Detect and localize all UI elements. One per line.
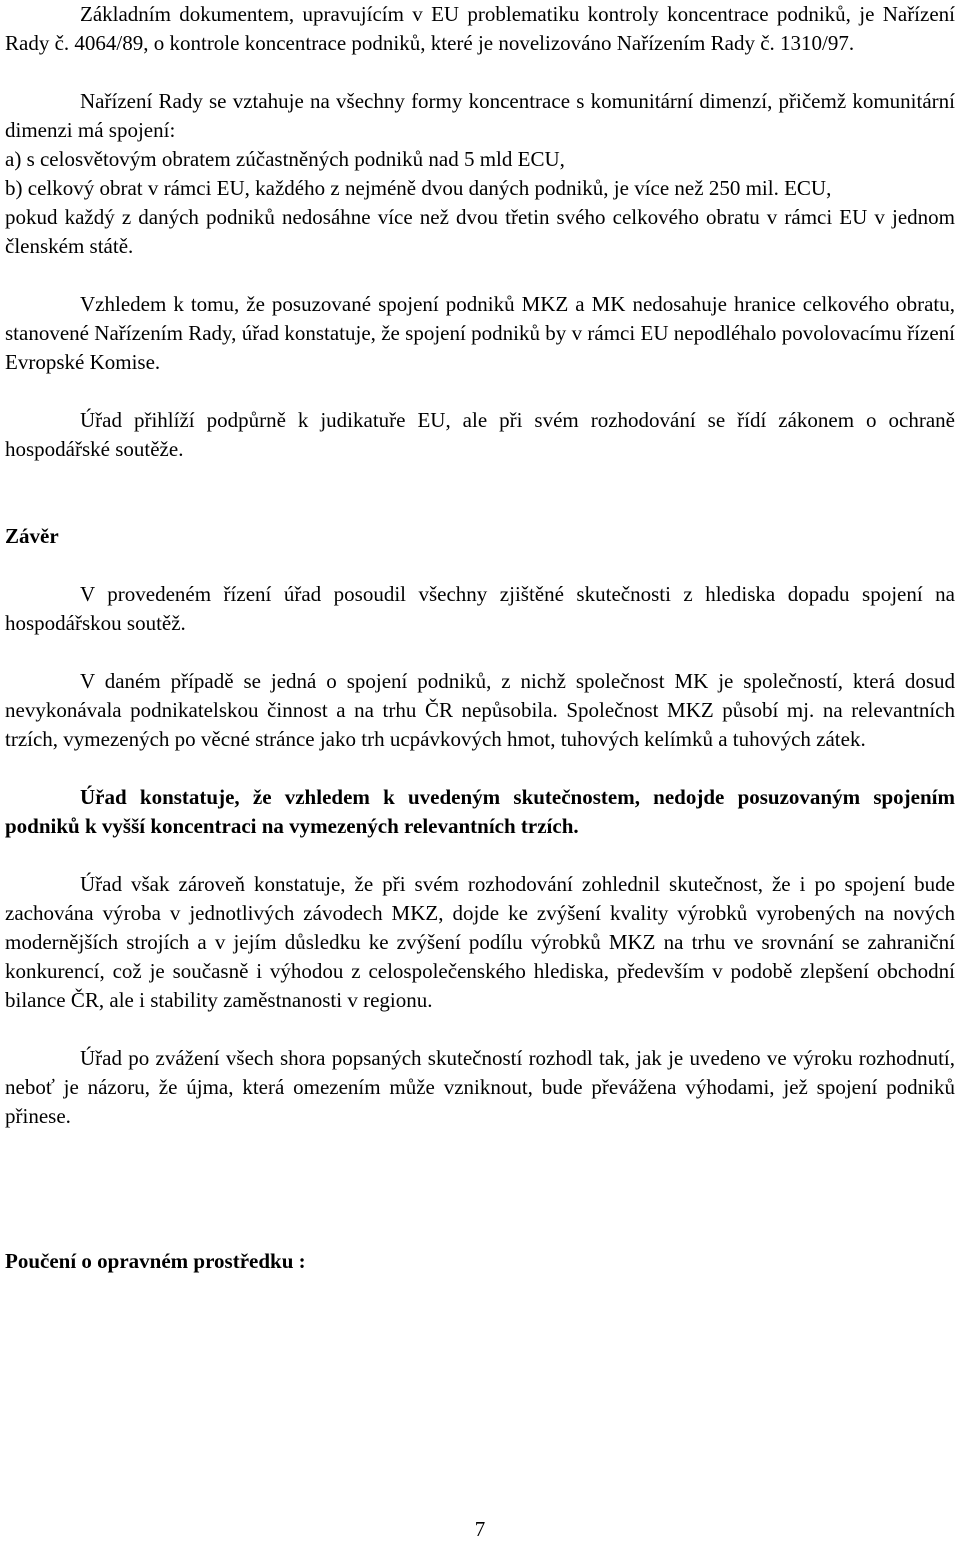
paragraph-community-dimension-intro: Nařízení Rady se vztahuje na všechny formy koncentrace s komunitární dimenzí, přičemž komunitární dimenzi má spojení: xyxy=(5,89,955,142)
page-number: 7 xyxy=(474,1517,486,1541)
heading-zaver: Závěr xyxy=(5,524,59,548)
document-page xyxy=(5,0,955,1276)
heading-pouceni: Poučení o opravném prostředku : xyxy=(5,1249,306,1273)
paragraph-judikatura: Úřad přihlíží podpůrně k judikatuře EU, ale při svém rozhodování se řídí zákonem o ochraně hospodářské soutěže. xyxy=(5,408,955,461)
paragraph-case: V daném případě se jedná o spojení podniků, z nichž společnost MK je společností, která dosud nevykonávala podnikatelskou činnost a na trhu ČR nepůsobila. Společnost MKZ působí mj. na relevantních trzích, vymezených po věcné stránce jako trh ucpávkových hmot, tuhových kelímků a tuhových zátek. xyxy=(5,669,955,751)
paragraph-conclusion: Úřad konstatuje, že vzhledem k uvedeným skutečnostem, nedojde posuzovaným spojením podniků k vyšší koncentraci na vymezených relevantních trzích. xyxy=(5,785,955,838)
paragraph-assessment: V provedeném řízení úřad posoudil všechny zjištěné skutečnosti z hlediska dopadu spojení na hospodářskou soutěž. xyxy=(5,582,955,635)
list-item-b: b) celkový obrat v rámci EU, každého z nejméně dvou daných podniků, je více než 250 mil. ECU, xyxy=(5,176,832,200)
paragraph-eu-regulation: Základním dokumentem, upravujícím v EU problematiku kontroly koncentrace podniků, je Nařízení Rady č. 4064/89, o kontrole koncentrace podniků, které je novelizováno Nařízením Rady č. 1310/97. xyxy=(5,2,955,55)
paragraph-threshold: Vzhledem k tomu, že posuzované spojení podniků MKZ a MK nedosahuje hranice celkového obratu, stanovené Nařízením Rady, úřad konstatuje, že spojení podniků by v rámci EU nepodléhalo povolovacímu řízení Evropské Komise. xyxy=(5,292,955,374)
paragraph-decision: Úřad po zvážení všech shora popsaných skutečností rozhodl tak, jak je uvedeno ve výroku rozhodnutí, neboť je názoru, že újma, která omezením může vzniknout, bude převážena výhodami, jež spojení podniků přinese. xyxy=(5,1046,955,1128)
list-item-condition: pokud každý z daných podniků nedosáhne více než dvou třetin svého celkového obratu v rámci EU v jednom členském státě. xyxy=(5,205,955,258)
paragraph-considerations: Úřad však zároveň konstatuje, že při svém rozhodování zohlednil skutečnost, že i po spojení bude zachována výroba v jednotlivých závodech MKZ, dojde ke zvýšení kvality výrobků vyrobených na nových modernějších strojích a v jejím důsledku ke zvýšení podílu výrobků MKZ na trhu ve srovnání se zahraniční konkurencí, což je současně i výhodou z celospolečenského hlediska, především v podobě zlepšení obchodní bilance ČR, ale i stability zaměstnanosti v regionu. xyxy=(5,872,955,1012)
list-item-a: a) s celosvětovým obratem zúčastněných podniků nad 5 mld ECU, xyxy=(5,147,565,171)
